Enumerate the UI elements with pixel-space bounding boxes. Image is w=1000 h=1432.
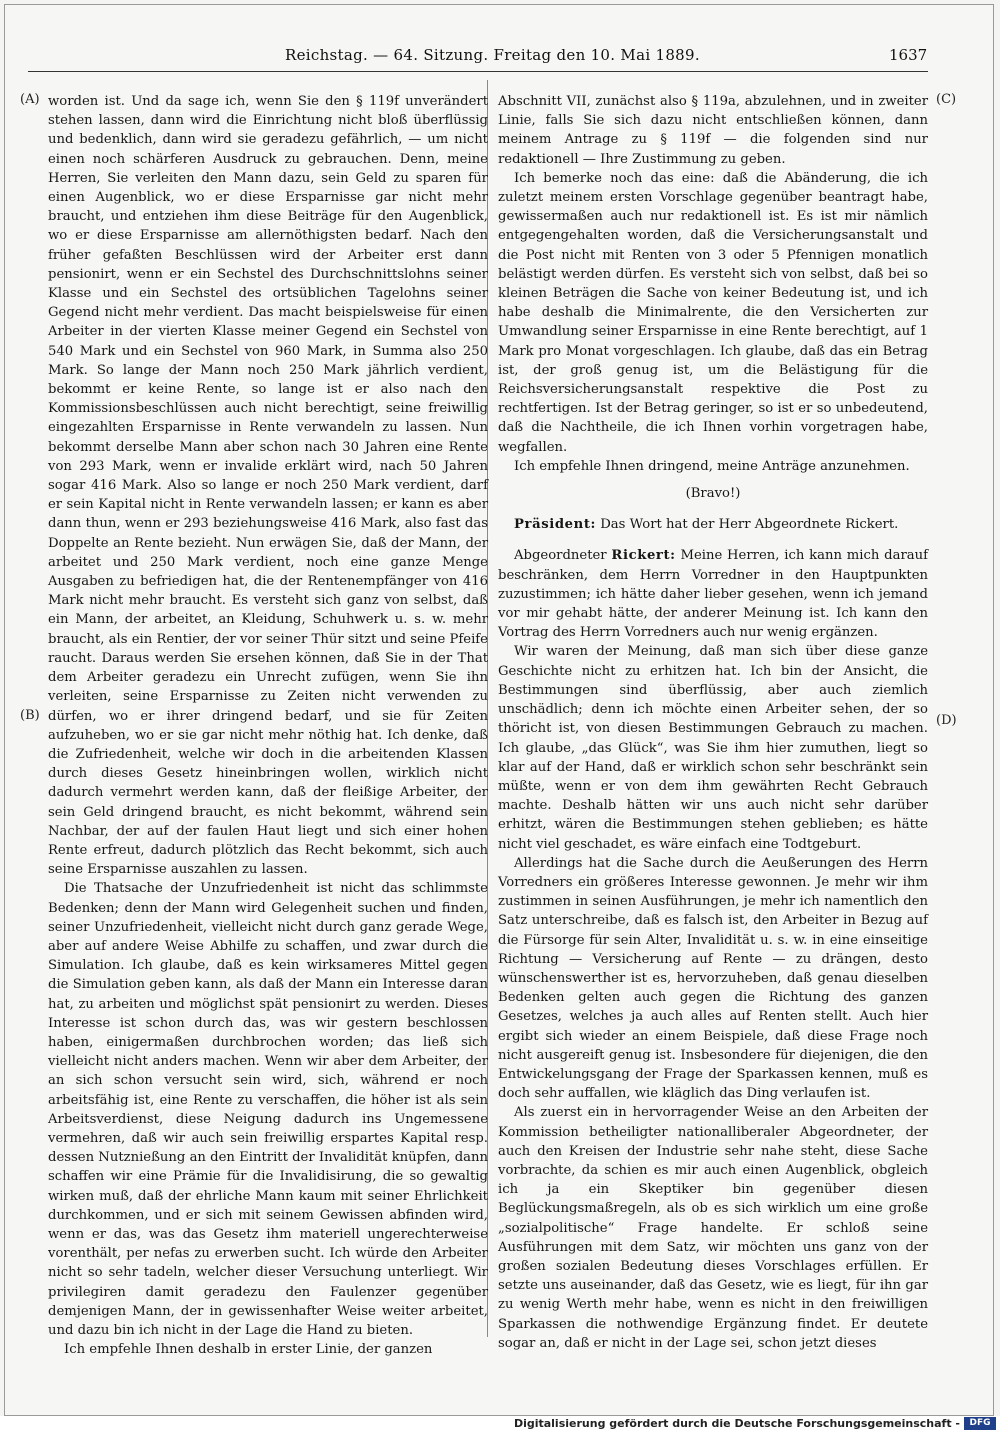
speaker-statement <box>498 546 928 642</box>
speaker-name: Rickert: <box>611 548 676 564</box>
right-paragraph-5: Wir waren der Meinung, daß man sich über diese ganze Geschichte nicht zu erhitzen hat. Ich bin der Ansicht, die Bestimmungen sind überflüssig, aber auch ziemlich unschädlich; denn ich möchte einen Arbeiter sehen, der so thöricht ist, von diesen Bestimmungen Gebrauch zu machen. Ich glaube, „das Glück“, was Sie ihm hier zumuthen, liegt so klar auf der Hand, daß er wirklich schon sehr beschränkt sein müßte, wenn er von dem ihm gewährten Recht Gebrauch machte. Deshalb hätten wir uns auch nicht sehr darüber erhitzt, wären die Bestimmungen stehen geblieben; es hätte nicht viel geschadet, es wäre einfach eine Todtgeburt. <box>498 644 928 852</box>
right-column <box>498 92 928 1353</box>
margin-marker-c: (C) <box>936 92 957 107</box>
president-text: Das Wort hat der Herr Abgeordnete Rickert. <box>600 517 899 533</box>
dfg-logo: DFG <box>964 1417 996 1430</box>
footer-credit: Digitalisierung gefördert durch die Deutsche Forschungsgemeinschaft - <box>513 1417 960 1430</box>
footer-bar <box>0 1416 1000 1432</box>
running-title: Reichstag. — 64. Sitzung. Freitag den 10. Mai 1889. <box>285 46 700 64</box>
right-paragraph-4: Meine Herren, ich kann mich darauf beschränken, dem Herrn Vorredner in den Hauptpunkten zuzustimmen; ich hätte daher lieber gesehen, wenn ich jemand vor mir gehabt hätte, der anderer Meinung ist. Ich kann den Vortrag des Herrn Vorredners auch nur wenig ergänzen. <box>498 548 928 641</box>
page-number: 1637 <box>889 46 928 64</box>
left-column <box>48 92 488 1359</box>
margin-marker-b: (B) <box>20 708 40 723</box>
right-paragraph-7: Als zuerst ein in hervorragender Weise an den Arbeiten der Kommission betheiligter nationalliberaler Abgeordneter, der auch den Kreisen der Industrie sehr nahe steht, diese Sache vorbrachte, da schien es mir auch einen Augenblick, obgleich ich ja ein Skeptiker bin gegenüber diesen Beglückungsmaßregeln, als ob es sich wirklich um eine große „sozialpolitische“ Frage handelte. Er schloß seine Ausführungen mit dem Satz, wir möchten uns ganz von der großen sozialen Bedeutung dieses Vorschlages erfüllen. Er setzte uns auseinander, daß das Gesetz, wie es liegt, für ihn gar zu wenig Werth mehr habe, wenn es nicht in den freiwilligen Sparkassen die nothwendige Ergänzung findet. Er deutete sogar an, daß er nicht in der Lage sei, schon jetzt dieses <box>498 1105 928 1351</box>
right-paragraph-3: Ich empfehle Ihnen dringend, meine Anträge anzunehmen. <box>514 458 910 474</box>
right-paragraph-6: Allerdings hat die Sache durch die Aeußerungen des Herrn Vorredners ein größeres Interesse gewonnen. Je mehr wir ihm zustimmen in seinen Ausführungen, je mehr ich namentlich den Satz unterschreibe, daß es falsch ist, den Arbeiter in Bezug auf die Fürsorge für sein Alter, Invalidität u. s. w. in eine einseitige Richtung — Versicherung auf Rente — zu drängen, desto wünschenswerther ist es, hervorzuheben, daß genau dieselben Bedenken gelten auch gegen die Richtung des ganzen Gesetzes, welches ja auch alles auf Renten stellt. Auch hier ergibt sich wieder an einem Beispiele, daß diese Frage noch nicht ausgereift genug ist. Insbesondere für diejenigen, die den Entwickelungsgang der Frage der Sparkassen kennen, muß es doch sehr auffallen, wie kläglich das Ding verlaufen ist. <box>498 855 928 1102</box>
left-paragraph-2: Die Thatsache der Unzufriedenheit ist nicht das schlimmste Bedenken; denn der Mann wird Gelegenheit suchen und finden, seiner Unzufriedenheit, vielleicht nicht durch ganz gerade Wege, aber auf andere Weise Abhilfe zu schaffen, und zwar durch die Simulation. Ich glaube, daß es kein wirksameres Mittel gegen die Simulation geben kann, als daß der Mann ein Interesse daran hat, zu arbeiten und möglichst spät pensionirt zu werden. Dieses Interesse ist schon durch das, was wir gestern beschlossen haben, einigermaßen durchbrochen worden; das ließ sich vielleicht nicht anders machen. Wenn wir aber dem Arbeiter, der an sich schon versucht sein wird, sich, während er noch arbeitsfähig ist, eine Rente zu verschaffen, die höher ist als sein Arbeitsverdienst, diese Neigung dadurch ins Ungemessene vermehren, daß wir auch sein freiwillig erspartes Kapital resp. dessen Nutznießung an den Eintritt der Invalidität knüpfen, dann schaffen wir eine Prämie für die Invalidisirung, die so gewaltig wirken muß, daß der ehrliche Mann kaum mit seiner Ehrlichkeit durchkommen, und er sich mit seinem Gewissen abfinden wird, wenn er das, was das Gesetz ihm materiell ungerechterweise vorenthält, per nefas zu erwerben sucht. Ich würde den Arbeiter nicht so sehr tadeln, welcher dieser Versuchung unterliegt. Wir privilegiren damit geradezu den Faulenzer gegenüber demjenigen Mann, der in gewissenhafter Weise weiter arbeitet, und dazu bin ich nicht in der Lage die Hand zu bieten. <box>48 881 488 1338</box>
margin-marker-a: (A) <box>20 92 40 107</box>
margin-marker-d: (D) <box>936 713 957 728</box>
applause-note: (Bravo!) <box>685 486 741 502</box>
right-paragraph-2: Ich bemerke noch das eine: daß die Abänderung, die ich zuletzt meinem ersten Vorschlage gegenüber beantragt habe, gewissermaßen auch nur redaktionell ist. Es ist mir nämlich entgegengehalten worden, daß die Versicherungsanstalt und die Post nicht mit Renten von 3 oder 5 Pfennigen monatlich belästigt werden dürfen. Es versteht sich von selbst, daß bei so kleinen Beträgen die Sache von keiner Bedeutung ist, und ich habe deshalb die Minimalrente, die den Versicherten zur Umwandlung seiner Ersparnisse in eine Rente berechtigt, auf 1 Mark pro Monat vorgeschlagen. Ich glaube, daß das ein Betrag ist, der groß genug ist, um die Belästigung für die Reichsversicherungsanstalt respektive die Post zu rechtfertigen. Ist der Betrag geringer, so ist er so unbedeutend, daß die Nachtheile, die ich Ihnen vorhin vorgetragen habe, wegfallen. <box>498 170 928 455</box>
president-label: Präsident: <box>514 517 597 533</box>
left-paragraph-1: worden ist. Und da sage ich, wenn Sie den § 119f unverändert stehen lassen, dann wird die Einrichtung nicht bloß überflüssig und bedenklich, dann wird sie geradezu gefährlich, — um nicht einen noch schärferen Ausdruck zu gebrauchen. Denn, meine Herren, Sie verleiten den Mann dazu, sein Geld zu sparen für einen Augenblick, wo er diese Ersparnisse gar nicht mehr braucht, und entziehen ihm diese Beiträge für den Augenblick, wo er diese Ersparnisse am allernöthigsten bedarf. Nach den früher gefaßten Beschlüssen wird der Arbeiter erst dann pensionirt, wenn er ein Sechstel des Durchschnittslohns seiner Klasse und ein Sechstel des ortsüblichen Tagelohns seiner Gegend nicht mehr verdient. Das macht beispielsweise für einen Arbeiter in der vierten Klasse meiner Gegend ein Sechstel von 540 Mark und ein Sechstel von 960 Mark, in Summa also 250 Mark. So lange der Mann noch 250 Mark jährlich verdient, bekommt er keine Rente, so lange ist er also nach den Kommissionsbeschlüssen auch nicht berechtigt, seine freiwillig eingezahlten Ersparnisse in Rente verwandeln zu lassen. Nun bekommt derselbe Mann aber schon nach 30 Jahren eine Rente von 293 Mark, wenn er invalide erklärt wird, nach 50 Jahren sogar 416 Mark. Also so lange er noch 250 Mark verdient, darf er sein Kapital nicht in Rente verwandeln lassen; er kann es aber dann thun, wenn er 293 beziehungsweise 416 Mark, also fast das Doppelte an Rente bezieht. Nun erwägen Sie, daß der Mann, der arbeitet und 250 Mark verdient, noch eine ganze Menge Ausgaben zu befriedigen hat, die der Rentenempfänger von 416 Mark nicht mehr braucht. Es versteht sich ganz von selbst, daß ein Mann, der arbeitet, an Kleidung, Schuhwerk u. s. w. mehr braucht, als ein Rentier, der vor seiner Thür sitzt und seine Pfeife raucht. Daraus werden Sie ersehen können, daß Sie in der That dem Arbeiter geradezu ein Unrecht zufügen, wenn Sie ihn verleiten, seine Ersparnisse zu Zeiten nicht verwenden zu dürfen, wo er ihrer dringend bedarf, und sie für Zeiten aufzuheben, wo er sie gar nicht mehr nöthig hat. Ich denke, daß die Zufriedenheit, welche wir doch in die arbeitenden Klassen durch dieses Gesetz hineinbringen wollen, wirklich nicht dadurch vermehrt werden kann, daß der fleißige Arbeiter, der sein Geld dringend braucht, es nicht bekommt, während sein Nachbar, der auf der faulen Haut liegt und sich einer hohen Rente erfreut, dadurch plötzlich das Recht bekommt, sich auch seine Ersparnisse auszahlen zu lassen. <box>48 94 488 878</box>
president-statement <box>498 515 928 534</box>
left-paragraph-3: Ich empfehle Ihnen deshalb in erster Linie, der ganzen <box>64 1342 433 1358</box>
speaker-prefix: Abgeordneter <box>514 548 607 564</box>
right-paragraph-1: Abschnitt VII, zunächst also § 119a, abzulehnen, und in zweiter Linie, falls Sie sich dazu nicht entschließen können, dann meinem Antrage zu § 119f — die folgenden sind nur redaktionell — Ihre Zustimmung zu geben. <box>498 94 928 167</box>
header-rule <box>28 71 928 72</box>
